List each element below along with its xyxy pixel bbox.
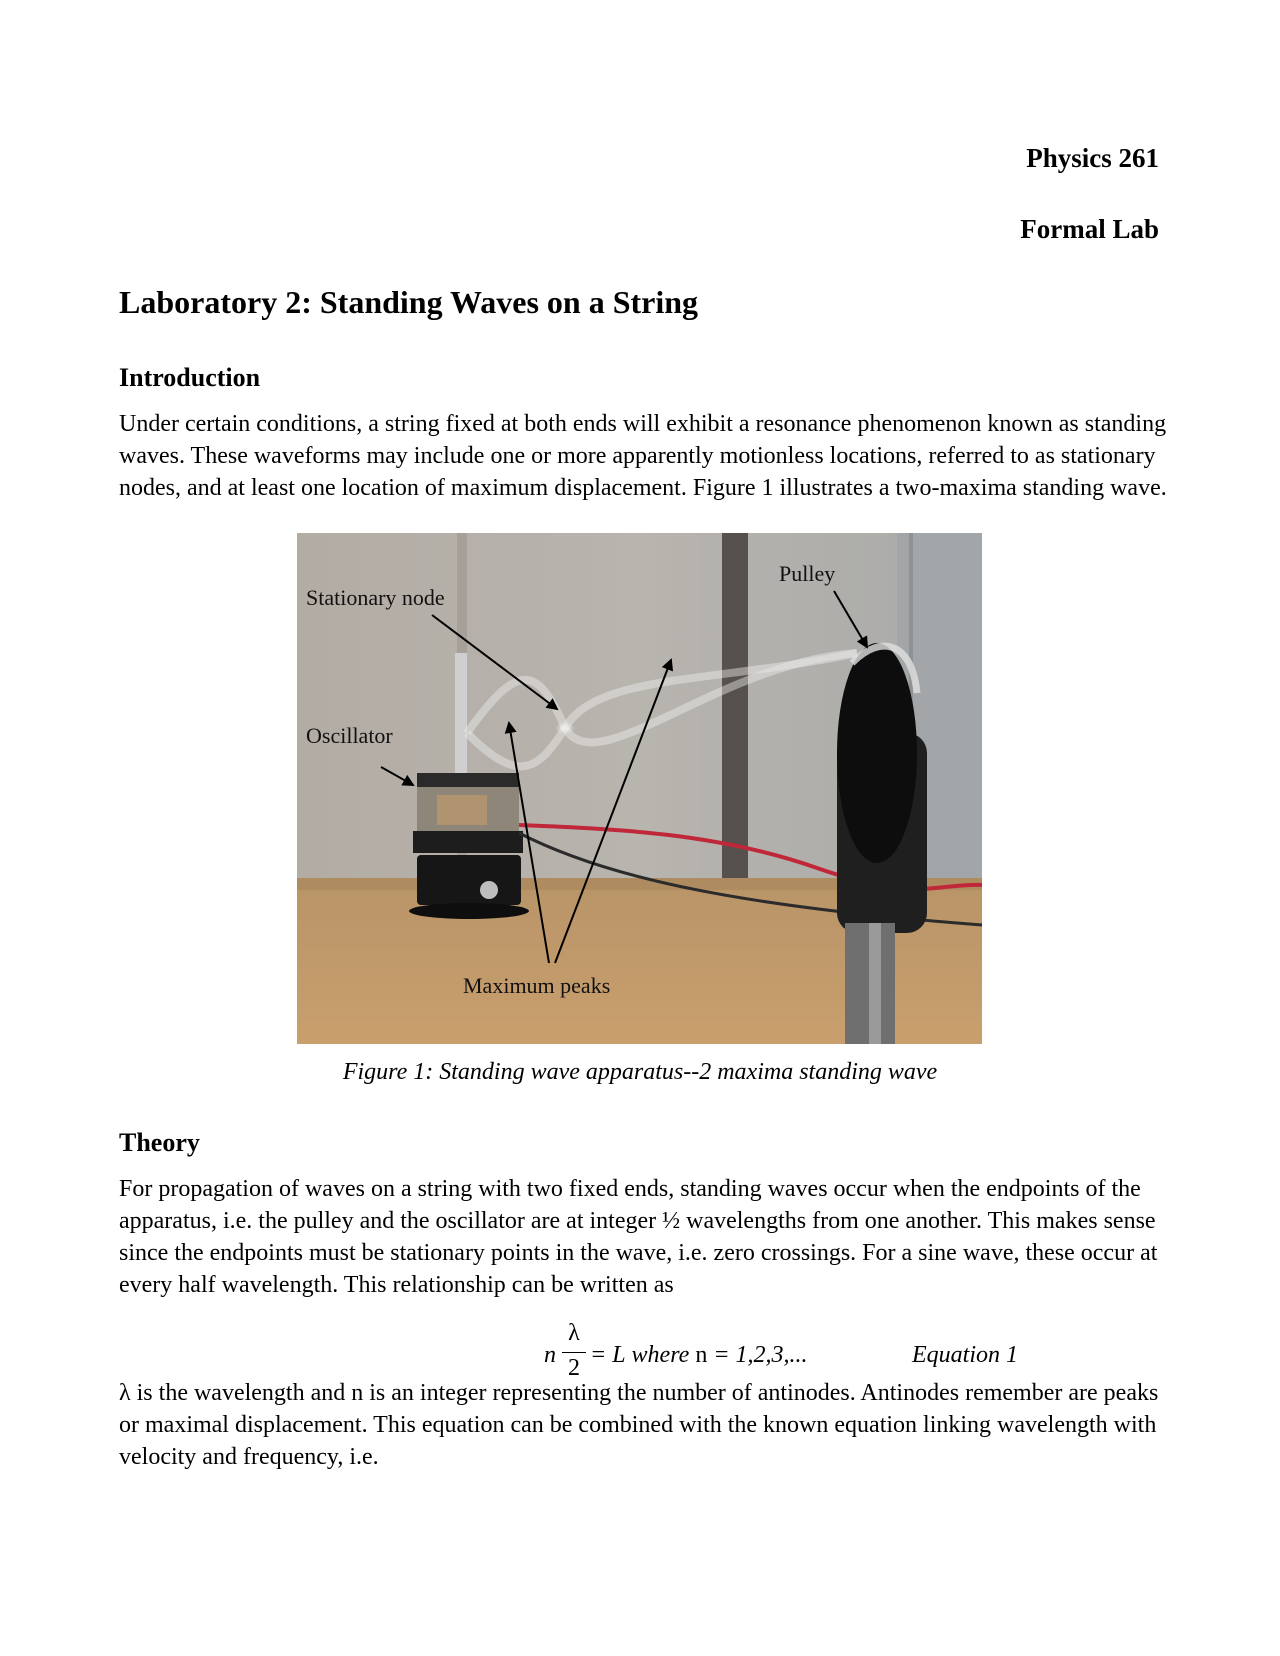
stationary-node-label: Stationary node xyxy=(306,585,445,610)
lab-type: Formal Lab xyxy=(1020,214,1159,244)
equation-denominator: 2 xyxy=(568,1355,580,1381)
fraction-bar xyxy=(562,1352,586,1353)
equation-fraction xyxy=(562,1320,586,1382)
figure-caption: Figure 1: Standing wave apparatus--2 maxima standing wave xyxy=(342,1059,938,1085)
photo-wall-pole xyxy=(722,533,748,883)
introduction-paragraph: Under certain conditions, a string fixed at both ends will exhibit a resonance phenomenon known as standing waves. These waveforms may include one or more apparently motionless locations, referred to as stationary nodes, and at least one location of maximum displacement. Figure 1 illustrates a two-maxima standing wave. xyxy=(119,411,1167,501)
equation-n: n xyxy=(544,1342,556,1368)
course-number: Physics 261 xyxy=(1026,143,1159,173)
equation-label: Equation 1 xyxy=(912,1342,1018,1368)
equation-rest xyxy=(590,1342,808,1369)
equation-n-upright: n xyxy=(695,1342,708,1368)
equation-numerator: λ xyxy=(568,1320,580,1346)
apparatus-photo xyxy=(297,533,982,1044)
equation-where: where xyxy=(631,1342,690,1368)
equation-values: = 1,2,3,... xyxy=(713,1342,808,1368)
introduction-heading: Introduction xyxy=(119,363,261,392)
oscillator-label: Oscillator xyxy=(306,723,393,748)
theory-paragraph-2: λ is the wavelength and n is an integer representing the number of antinodes. Antinodes remember are peaks or maximal displacement. This equation can be combined with the known equation linking wavelength with velocity and frequency, i.e. xyxy=(119,1380,1159,1470)
page-title: Laboratory 2: Standing Waves on a String xyxy=(119,284,699,320)
theory-paragraph-1: For propagation of waves on a string with two fixed ends, standing waves occur when the endpoints of the apparatus, i.e. the pulley and the oscillator are at integer ½ wavelengths from one another. This makes sense since the endpoints must be stationary points in the wave, i.e. zero crossings. For a sine wave, these occur at every half wavelength. This relationship can be written as xyxy=(119,1176,1158,1298)
theory-heading: Theory xyxy=(119,1128,200,1157)
figure-apparatus-photo xyxy=(297,533,982,1044)
maximum-peaks-label: Maximum peaks xyxy=(463,973,611,998)
equation-equals-l: = L xyxy=(590,1342,626,1368)
pulley-label: Pulley xyxy=(779,561,836,586)
